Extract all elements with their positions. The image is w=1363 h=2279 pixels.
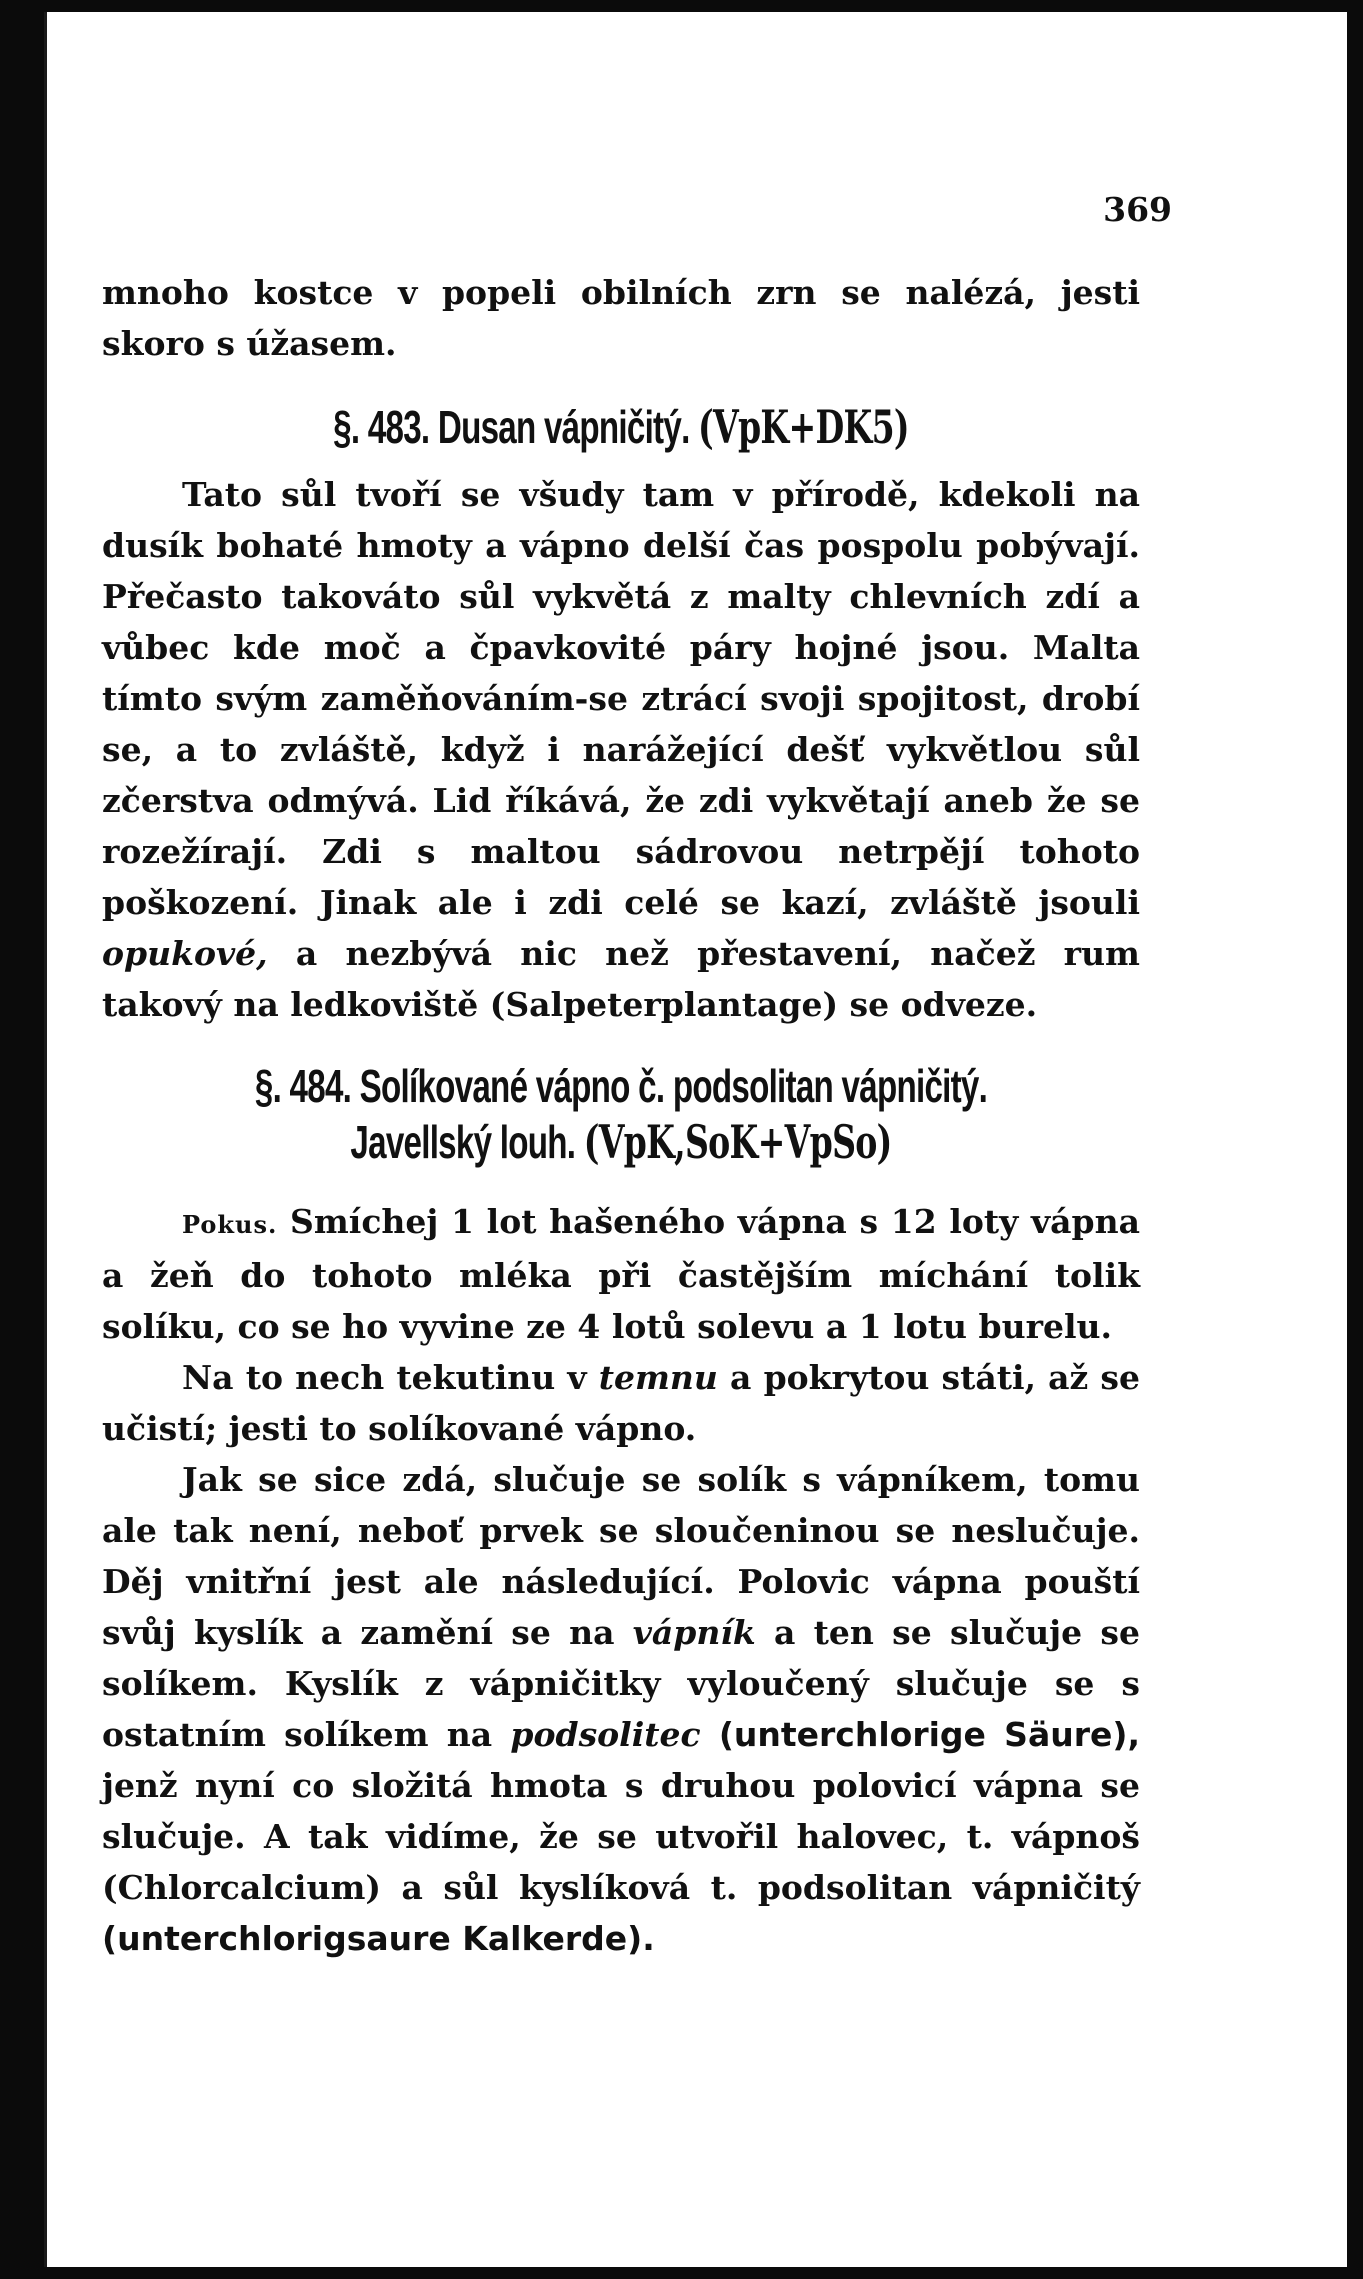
pokus-label: Pokus. — [182, 1210, 278, 1239]
section-483-formula: (VpK+DK5) — [698, 400, 909, 454]
section-483-heading — [247, 399, 994, 455]
paragraph-483 — [102, 469, 1140, 1030]
paragraph-3-gothic-1: (unterchlorige Säure), — [718, 1715, 1140, 1754]
paragraph-3-a: Jak se sice zdá, slučuje se solík s vápníkem, tomu ale tak není, neboť prvek se sloučeninou se neslučuje. Děj vnitřní jest ale následující. Polovic vápna pouští svůj kyslík a zamění se na — [102, 1460, 1140, 1652]
section-484-title-line1: §. 484. Solíkované vápno č. podsolitan vápničitý. — [254, 1060, 988, 1112]
paragraph-2-a: Na to nech tekutinu v — [182, 1358, 587, 1397]
paragraph-2-italic: temnu — [598, 1358, 718, 1397]
paragraph-3 — [102, 1454, 1140, 1964]
section-484-formula: (VpK,SoK+VpSo) — [583, 1115, 892, 1169]
paragraph-2-b: a pokrytou státi, až se učistí; jesti to solíkované vápno. — [102, 1358, 1140, 1448]
page-text — [102, 267, 1140, 1964]
page-number: 369 — [1103, 190, 1172, 229]
section-483-title: §. 483. Dusan vápničitý. — [333, 401, 690, 453]
paragraph-483-italic: opukové, — [102, 934, 268, 973]
section-484-title-line2: Javellský louh. — [350, 1116, 576, 1168]
paragraph-3-italic-2: podsolitec — [510, 1715, 701, 1754]
pokus-text: Smíchej 1 lot hašeného vápna s 12 loty vápna a žeň do tohoto mléka při častějším míchání tolik solíku, co se ho vyvine ze 4 lotů solevu a 1 lotu burelu. — [102, 1202, 1140, 1346]
paragraph-2 — [102, 1352, 1140, 1454]
paragraph-483-text: Tato sůl tvoří se všudy tam v přírodě, kdekoli na dusík bohaté hmoty a vápno delší čas pospolu pobývají. Přečasto takováto sůl vykvětá z malty chlevních zdí a vůbec kde moč a čpavkovité páry hojné jsou. Malta tímto svým zaměňováním-se ztrácí svoji spojitost, drobí se, a to zvláště, když i narážející dešť vykvětlou sůl zčerstva odmývá. Lid říkává, že zdi vykvětají aneb že se rozežírají. Zdi s maltou sádrovou netrpějí tohoto poškození. Jinak ale i zdi celé se kazí, zvláště jsouli — [102, 475, 1140, 922]
book-page — [44, 12, 1347, 2267]
paragraph-3-b: a ten se slučuje se solíkem. Kyslík z vápničitky vyloučený slučuje se s ostatním solíkem na — [102, 1613, 1140, 1754]
paragraph-3-gothic-2: (unterchlorigsaure Kalkerde). — [102, 1919, 655, 1958]
paragraph-3-c: jenž nyní co složitá hmota s druhou polovicí vápna se slučuje. A tak vidíme, že se utvořil halovec, t. vápnoš (Chlorcalcium) a sůl kyslíková t. podsolitan vápničitý — [102, 1766, 1140, 1907]
paragraph-483-end: a nezbývá nic než přestavení, načež rum takový na ledkoviště (Salpeterplantage) se odveze. — [102, 934, 1140, 1024]
section-484-heading — [247, 1058, 994, 1170]
paragraph-3-italic-1: vápník — [632, 1613, 756, 1652]
pokus-paragraph — [102, 1196, 1140, 1352]
intro-paragraph: mnoho kostce v popeli obilních zrn se nalézá, jesti skoro s úžasem. — [102, 273, 1140, 363]
